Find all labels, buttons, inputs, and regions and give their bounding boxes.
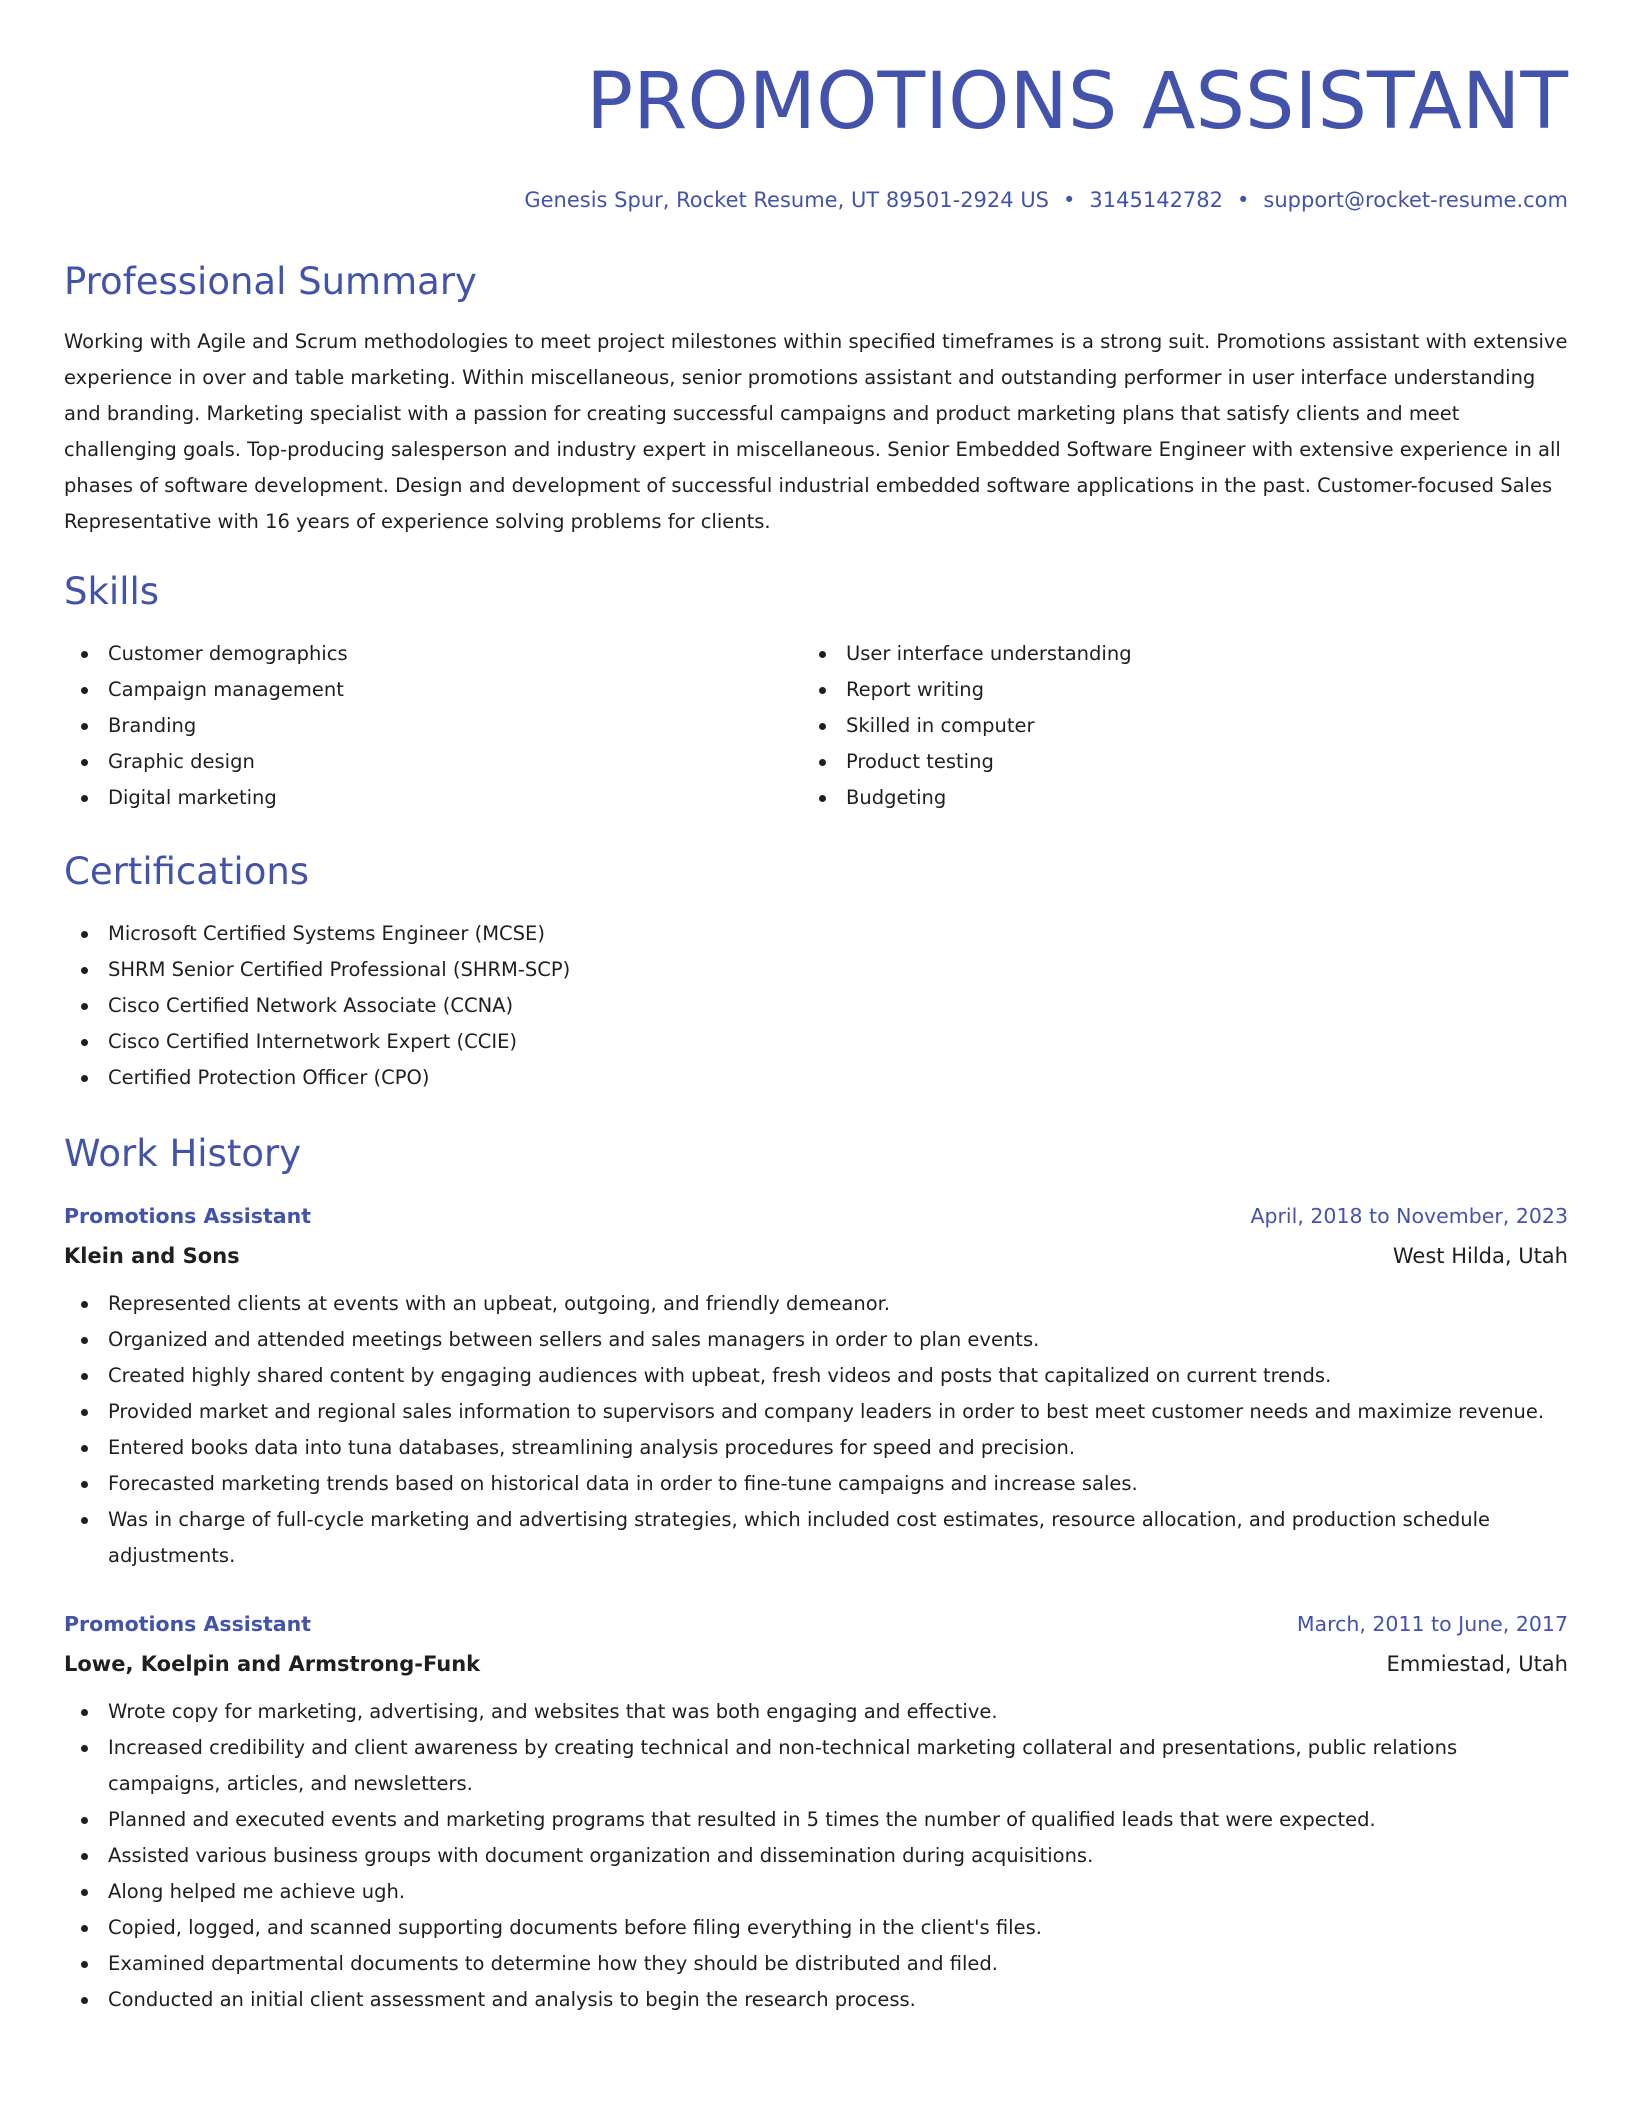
job-duties-list [64, 1694, 1568, 2018]
contact-separator: • [1063, 188, 1076, 212]
skill-item: Digital marketing [64, 780, 802, 816]
summary-text: Working with Agile and Scrum methodologies to meet project milestones within specified timeframes is a strong suit. Promotions assistant with extensive experience in over and table marketing. Within miscellaneous, senior promotions assistant and outstanding performer in user interface understanding and branding. Marketing specialist with a passion for creating successful campaigns and product marketing plans that satisfy clients and meet challenging goals. Top-producing salesperson and industry expert in miscellaneous. Senior Embedded Software Engineer with extensive experience in all phases of software development. Design and development of successful industrial embedded software applications in the past. Customer-focused Sales Representative with 16 years of experience solving problems for clients. [64, 330, 1568, 533]
job-company: Lowe, Koelpin and Armstrong-Funk [64, 1652, 481, 1676]
skill-item: Report writing [802, 672, 1540, 708]
certification-item: Cisco Certified Internetwork Expert (CCIE) [64, 1024, 1568, 1060]
certification-item: Cisco Certified Network Associate (CCNA) [64, 988, 1568, 1024]
duty-item: Was in charge of full-cycle marketing and advertising strategies, which included cost estimates, resource allocation, and production schedule adjustments. [64, 1502, 1568, 1574]
contact-phone: 3145142782 [1089, 188, 1224, 212]
job-dates: April, 2018 to November, 2023 [1250, 1204, 1568, 1228]
duty-item: Created highly shared content by engaging audiences with upbeat, fresh videos and posts that capitalized on current trends. [64, 1358, 1568, 1394]
duty-item: Provided market and regional sales information to supervisors and company leaders in order to best meet customer needs and maximize revenue. [64, 1394, 1568, 1430]
skills-grid [64, 636, 1568, 816]
skill-item: Budgeting [802, 780, 1540, 816]
duty-item: Examined departmental documents to determine how they should be distributed and filed. [64, 1946, 1568, 1982]
duty-item: Forecasted marketing trends based on historical data in order to fine-tune campaigns and increase sales. [64, 1466, 1568, 1502]
job-entry [64, 1610, 1568, 2018]
skill-item: User interface understanding [802, 636, 1540, 672]
certification-item: SHRM Senior Certified Professional (SHRM-SCP) [64, 952, 1568, 988]
duty-item: Entered books data into tuna databases, streamlining analysis procedures for speed and precision. [64, 1430, 1568, 1466]
skill-item: Campaign management [64, 672, 802, 708]
certifications-heading: Certifications [64, 850, 310, 893]
job-location: Emmiestad, Utah [1386, 1652, 1568, 1676]
certification-item: Microsoft Certified Systems Engineer (MCSE) [64, 916, 1568, 952]
job-title-row [64, 1202, 1568, 1230]
duty-item: Conducted an initial client assessment and analysis to begin the research process. [64, 1982, 1568, 2018]
contact-address: Genesis Spur, Rocket Resume, UT 89501-2924 US [524, 188, 1050, 212]
duty-item: Copied, logged, and scanned supporting documents before filing everything in the client's files. [64, 1910, 1568, 1946]
skills-list-right [802, 636, 1540, 816]
duty-item: Organized and attended meetings between sellers and sales managers in order to plan events. [64, 1322, 1568, 1358]
contact-line [64, 186, 1568, 214]
job-duties-list [64, 1286, 1568, 1574]
duty-item: Planned and executed events and marketing programs that resulted in 5 times the number of qualified leads that were expected. [64, 1802, 1568, 1838]
skill-item: Graphic design [64, 744, 802, 780]
contact-separator: • [1237, 188, 1250, 212]
skills-list-left [64, 636, 802, 816]
duty-item: Represented clients at events with an upbeat, outgoing, and friendly demeanor. [64, 1286, 1568, 1322]
job-company-row [64, 1650, 1568, 1678]
skill-item: Product testing [802, 744, 1540, 780]
skills-heading: Skills [64, 570, 160, 613]
job-entry [64, 1202, 1568, 1574]
job-title: Promotions Assistant [64, 1204, 312, 1228]
job-title: Promotions Assistant [64, 1612, 312, 1636]
certifications-list [64, 916, 1568, 1096]
duty-item: Wrote copy for marketing, advertising, and websites that was both engaging and effective. [64, 1694, 1568, 1730]
resume-header [64, 56, 1568, 214]
work-history-heading: Work History [64, 1132, 302, 1175]
summary-heading: Professional Summary [64, 260, 477, 303]
skill-item: Branding [64, 708, 802, 744]
job-company-row [64, 1242, 1568, 1270]
duty-item: Along helped me achieve ugh. [64, 1874, 1568, 1910]
skill-item: Skilled in computer [802, 708, 1540, 744]
certification-item: Certified Protection Officer (CPO) [64, 1060, 1568, 1096]
skill-item: Customer demographics [64, 636, 802, 672]
job-company: Klein and Sons [64, 1244, 240, 1268]
contact-email: support@rocket-resume.com [1263, 188, 1568, 212]
resume-name: PROMOTIONS ASSISTANT [586, 57, 1568, 147]
job-title-row [64, 1610, 1568, 1638]
duty-item: Increased credibility and client awareness by creating technical and non-technical marketing collateral and presentations, public relations campaigns, articles, and newsletters. [64, 1730, 1568, 1802]
job-dates: March, 2011 to June, 2017 [1296, 1612, 1568, 1636]
duty-item: Assisted various business groups with document organization and dissemination during acquisitions. [64, 1838, 1568, 1874]
job-location: West Hilda, Utah [1392, 1244, 1568, 1268]
